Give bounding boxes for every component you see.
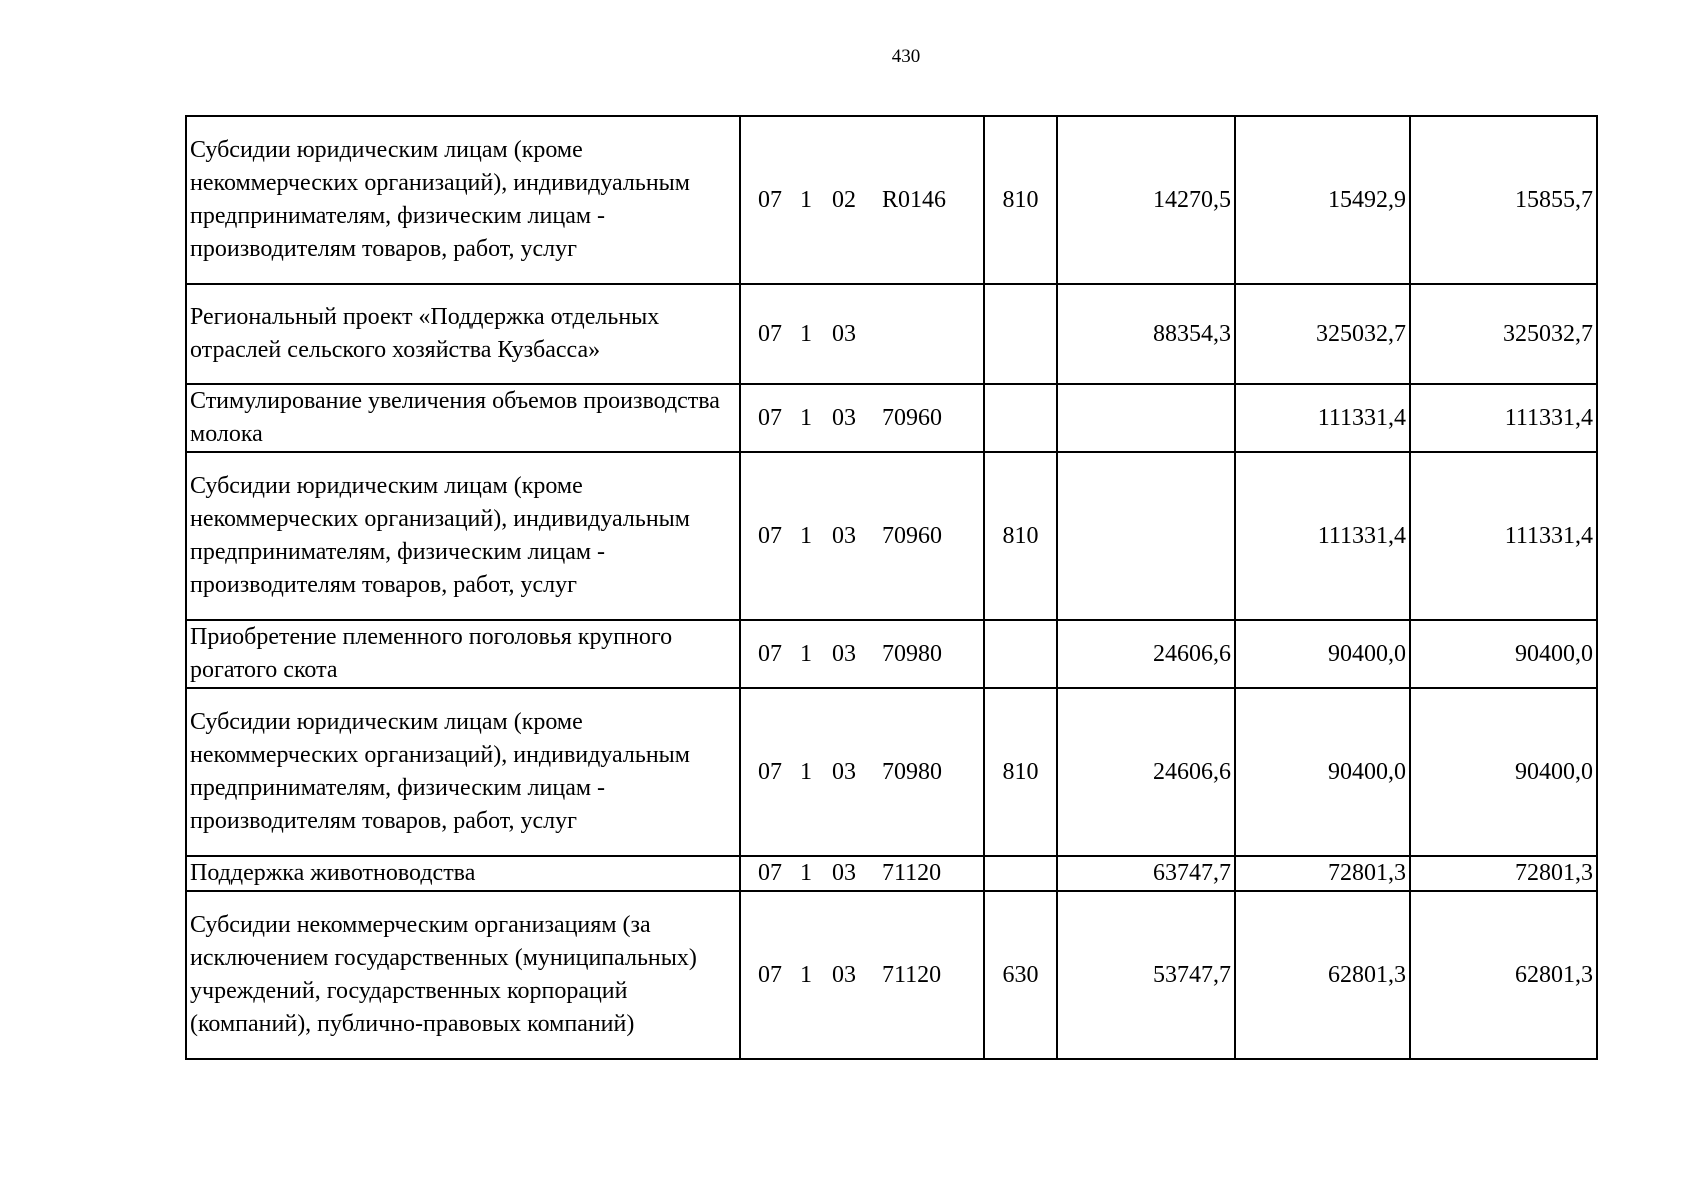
expense-type — [984, 284, 1057, 384]
code-group: 03 — [832, 640, 856, 667]
code-group: 03 — [832, 404, 856, 431]
table-row — [186, 284, 1597, 384]
value-2: 62801,3 — [1235, 891, 1410, 1059]
value-1 — [1057, 452, 1235, 620]
expense-type: 810 — [984, 452, 1057, 620]
code-section: 07 — [758, 860, 782, 886]
code-section: 07 — [758, 961, 782, 988]
code-section: 07 — [758, 320, 782, 347]
row-name: Стимулирование увеличения объемов производства молока — [186, 384, 740, 452]
value-2: 72801,3 — [1235, 856, 1410, 891]
row-code — [740, 284, 984, 384]
code-subprogram: 1 — [800, 320, 812, 347]
value-1: 63747,7 — [1057, 856, 1235, 891]
row-name: Региональный проект «Поддержка отдельных отраслей сельского хозяйства Кузбасса» — [186, 284, 740, 384]
row-name: Субсидии юридическим лицам (кроме некоммерческих организаций), индивидуальным предпринимателям, физическим лицам - производителям товаров, работ, услуг — [186, 452, 740, 620]
row-code — [740, 620, 984, 688]
row-name: Приобретение племенного поголовья крупного рогатого скота — [186, 620, 740, 688]
value-2: 15492,9 — [1235, 116, 1410, 284]
table-row — [186, 856, 1597, 891]
code-article: 70980 — [882, 640, 942, 667]
code-article: 71120 — [882, 961, 942, 988]
value-1 — [1057, 384, 1235, 452]
code-subprogram: 1 — [800, 860, 812, 886]
value-1: 53747,7 — [1057, 891, 1235, 1059]
code-group: 02 — [832, 186, 856, 213]
value-1: 24606,6 — [1057, 688, 1235, 856]
code-subprogram: 1 — [800, 640, 812, 667]
code-article: 70980 — [882, 758, 942, 785]
value-3: 90400,0 — [1410, 620, 1597, 688]
value-3: 62801,3 — [1410, 891, 1597, 1059]
code-section: 07 — [758, 522, 782, 549]
expense-type: 810 — [984, 116, 1057, 284]
value-2: 90400,0 — [1235, 620, 1410, 688]
code-subprogram: 1 — [800, 522, 812, 549]
value-1: 14270,5 — [1057, 116, 1235, 284]
row-code — [740, 688, 984, 856]
expense-type — [984, 620, 1057, 688]
row-name: Субсидии некоммерческим организациям (за исключением государственных (муниципальных) учреждений, государственных корпораций (компаний), публично-правовых компаний) — [186, 891, 740, 1059]
row-code — [740, 384, 984, 452]
code-group: 03 — [832, 860, 856, 886]
budget-table — [185, 115, 1598, 1060]
value-3: 15855,7 — [1410, 116, 1597, 284]
code-section: 07 — [758, 404, 782, 431]
expense-type — [984, 856, 1057, 891]
table-row — [186, 688, 1597, 856]
code-article: 70960 — [882, 522, 942, 549]
code-subprogram: 1 — [800, 961, 812, 988]
code-article: 71120 — [882, 860, 942, 886]
expense-type: 810 — [984, 688, 1057, 856]
code-group: 03 — [832, 320, 856, 347]
code-subprogram: 1 — [800, 404, 812, 431]
code-subprogram: 1 — [800, 186, 812, 213]
value-2: 325032,7 — [1235, 284, 1410, 384]
table-row — [186, 452, 1597, 620]
expense-type: 630 — [984, 891, 1057, 1059]
table-row — [186, 620, 1597, 688]
code-group: 03 — [832, 522, 856, 549]
code-section: 07 — [758, 186, 782, 213]
value-3: 111331,4 — [1410, 452, 1597, 620]
expense-type — [984, 384, 1057, 452]
row-code — [740, 856, 984, 891]
value-2: 111331,4 — [1235, 452, 1410, 620]
code-article: R0146 — [882, 186, 947, 213]
code-article: 70960 — [882, 404, 942, 431]
table-row — [186, 384, 1597, 452]
row-code — [740, 116, 984, 284]
value-1: 88354,3 — [1057, 284, 1235, 384]
value-2: 111331,4 — [1235, 384, 1410, 452]
table-row — [186, 116, 1597, 284]
code-subprogram: 1 — [800, 758, 812, 785]
row-name: Субсидии юридическим лицам (кроме некоммерческих организаций), индивидуальным предпринимателям, физическим лицам - производителям товаров, работ, услуг — [186, 116, 740, 284]
row-name: Субсидии юридическим лицам (кроме некоммерческих организаций), индивидуальным предпринимателям, физическим лицам - производителям товаров, работ, услуг — [186, 688, 740, 856]
code-group: 03 — [832, 961, 856, 988]
value-3: 325032,7 — [1410, 284, 1597, 384]
value-3: 90400,0 — [1410, 688, 1597, 856]
table-row — [186, 891, 1597, 1059]
code-section: 07 — [758, 758, 782, 785]
row-code — [740, 452, 984, 620]
code-group: 03 — [832, 758, 856, 785]
value-3: 111331,4 — [1410, 384, 1597, 452]
value-3: 72801,3 — [1410, 856, 1597, 891]
row-name: Поддержка животноводства — [186, 856, 740, 891]
value-1: 24606,6 — [1057, 620, 1235, 688]
code-section: 07 — [758, 640, 782, 667]
value-2: 90400,0 — [1235, 688, 1410, 856]
row-code — [740, 891, 984, 1059]
page-number: 430 — [891, 46, 921, 67]
